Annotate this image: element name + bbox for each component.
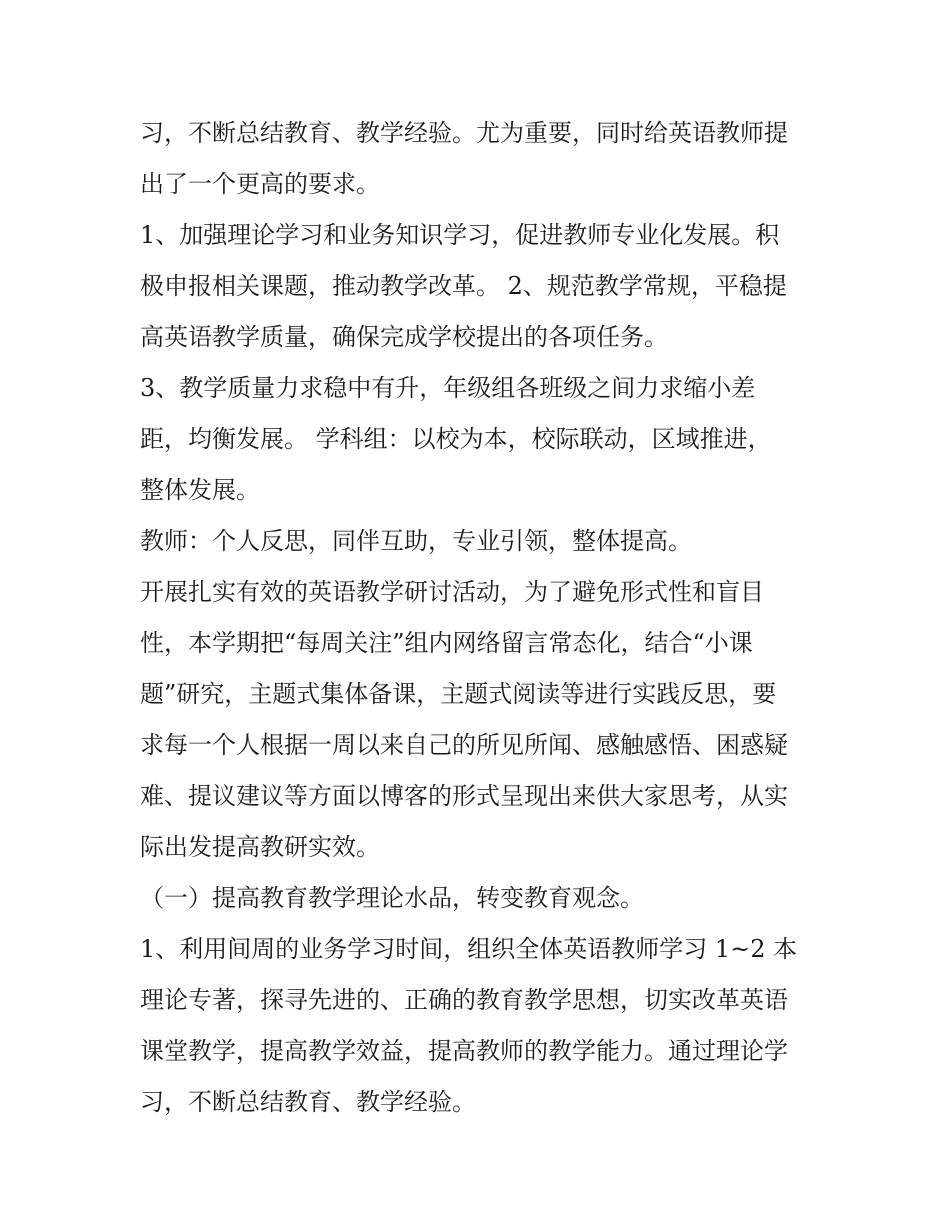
text-line: 开展扎实有效的英语教学研讨活动，为了避免形式性和盲目 <box>140 578 764 606</box>
text-line: 习，不断总结教育、教学经验。尤为重要，同时给英语教师提 <box>140 119 788 147</box>
text-line: 3、教学质量力求稳中有升，年级组各班级之间力求缩小差 <box>140 374 756 402</box>
text-line: 题”研究，主题式集体备课，主题式阅读等进行实践反思，要 <box>140 680 777 708</box>
text-line: 1、利用间周的业务学习时间，组织全体英语教师学习 1~2 本 <box>140 935 798 963</box>
text-line: 整体发展。 <box>140 476 260 504</box>
text-line: 高英语教学质量，确保完成学校提出的各项任务。 <box>140 323 668 351</box>
text-line: 距，均衡发展。 学科组：以校为本，校际联动，区域推进， <box>140 425 772 453</box>
text-line: 出了一个更高的要求。 <box>140 170 380 198</box>
text-line: 习，不断总结教育、教学经验。 <box>140 1088 476 1116</box>
text-line: 理论专著，探寻先进的、正确的教育教学思想，切实改革英语 <box>140 986 788 1014</box>
text-line: 1、加强理论学习和业务知识学习，促进教师专业化发展。积 <box>140 221 780 249</box>
text-line: 际出发提高教研实效。 <box>140 833 380 861</box>
text-line: 极申报相关课题，推动教学改革。 2、规范教学常规，平稳提 <box>140 272 787 300</box>
text-line: 课堂教学，提高教学效益，提高教师的教学能力。通过理论学 <box>140 1037 788 1065</box>
section-heading: （一）提高教育教学理论水品，转变教育观念。 <box>140 884 644 912</box>
text-line: 教师：个人反思，同伴互助，专业引领，整体提高。 <box>140 527 692 555</box>
document-body <box>140 108 820 1128</box>
text-line: 求每一个人根据一周以来自己的所见所闻、感触感悟、困惑疑 <box>140 731 788 759</box>
text-line: 难、提议建议等方面以博客的形式呈现出来供大家思考，从实 <box>140 782 788 810</box>
text-line: 性，本学期把“每周关注”组内网络留言常态化，结合“小课 <box>140 629 753 657</box>
